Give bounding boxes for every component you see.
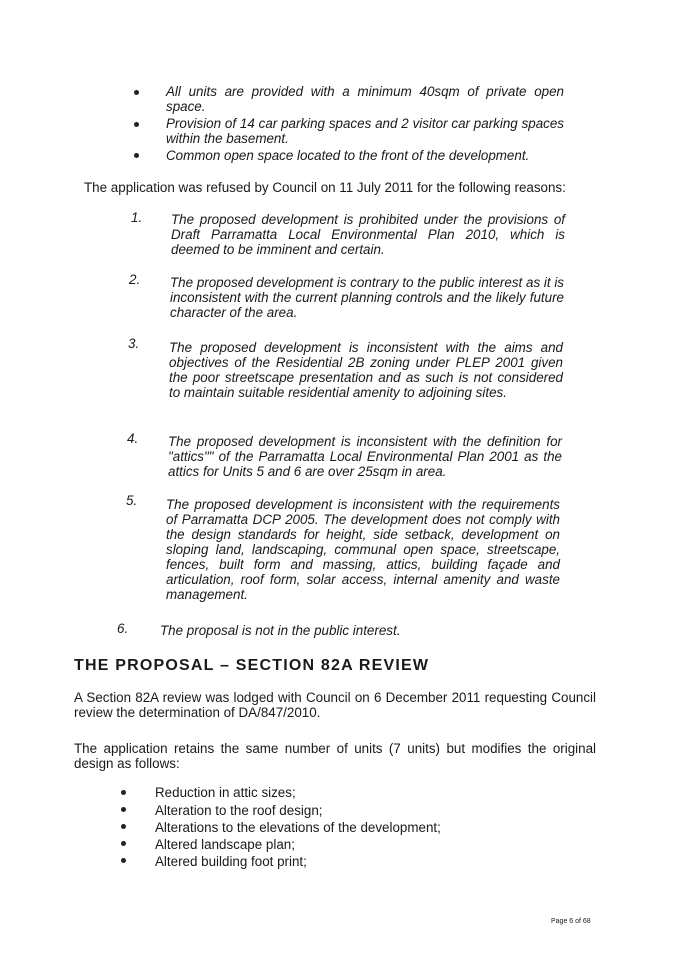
reason-text: The proposed development is inconsistent with the requirements of Parramatta DCP 2005. The development does not comply with the design standards for height, side setback, development on sloping land, landscaping, communal open space, streetscape, fences, built form and massing, attics, building façade and articulation, roof form, solar access, internal amenity and waste management. — [166, 497, 560, 602]
reason-text: The proposed development is inconsistent with the aims and objectives of the Residential 2B zoning under PLEP 2001 given the poor streetscape presentation and as such is not considered to maintain suitable residential amenity to adjoining sites. — [169, 340, 563, 400]
bullet-icon — [121, 807, 126, 812]
reason-text: The proposed development is prohibited under the provisions of Draft Parramatta Local Environmental Plan 2010, which is deemed to be imminent and certain. — [171, 212, 565, 257]
reason-text: The proposed development is inconsistent with the definition for "attics"" of the Parramatta Local Environmental Plan 2001 as the attics for Units 5 and 6 are over 25sqm in area. — [168, 434, 562, 479]
bullet-icon — [121, 858, 126, 863]
bullet-icon — [121, 841, 126, 846]
list-item: Alterations to the elevations of the development; — [155, 820, 441, 835]
reason-text: The proposed development is contrary to the public interest as it is inconsistent with the current planning controls and the likely future character of the area. — [170, 275, 564, 320]
list-item: All units are provided with a minimum 40sqm of private open space. — [166, 84, 564, 114]
list-item: Reduction in attic sizes; — [155, 785, 296, 800]
reason-number: 4. — [127, 431, 139, 446]
list-item: Common open space located to the front of the development. — [166, 148, 530, 163]
list-item: Alteration to the roof design; — [155, 803, 323, 818]
reason-number: 3. — [128, 336, 140, 351]
list-item: Provision of 14 car parking spaces and 2 visitor car parking spaces within the basement. — [166, 116, 564, 146]
list-item: Altered building foot print; — [155, 854, 307, 869]
review-paragraph: A Section 82A review was lodged with Council on 6 December 2011 requesting Council review the determination of DA/847/2010. — [74, 690, 596, 720]
refusal-intro: The application was refused by Council on 11 July 2011 for the following reasons: — [84, 180, 566, 195]
section-heading: THE PROPOSAL – SECTION 82A REVIEW — [74, 657, 430, 674]
modifications-intro: The application retains the same number of units (7 units) but modifies the original design as follows: — [74, 741, 596, 771]
list-item: Altered landscape plan; — [155, 837, 295, 852]
reason-number: 5. — [126, 493, 138, 508]
bullet-icon — [121, 824, 126, 829]
reason-number: 6. — [117, 621, 129, 636]
bullet-icon — [121, 790, 126, 795]
page-number: Page 6 of 68 — [551, 918, 591, 925]
reason-number: 1. — [131, 210, 143, 225]
bullet-icon — [134, 153, 139, 158]
bullet-icon — [134, 122, 139, 127]
reason-number: 2. — [129, 272, 141, 287]
reason-text: The proposal is not in the public interest. — [160, 623, 401, 638]
bullet-icon — [134, 90, 139, 95]
